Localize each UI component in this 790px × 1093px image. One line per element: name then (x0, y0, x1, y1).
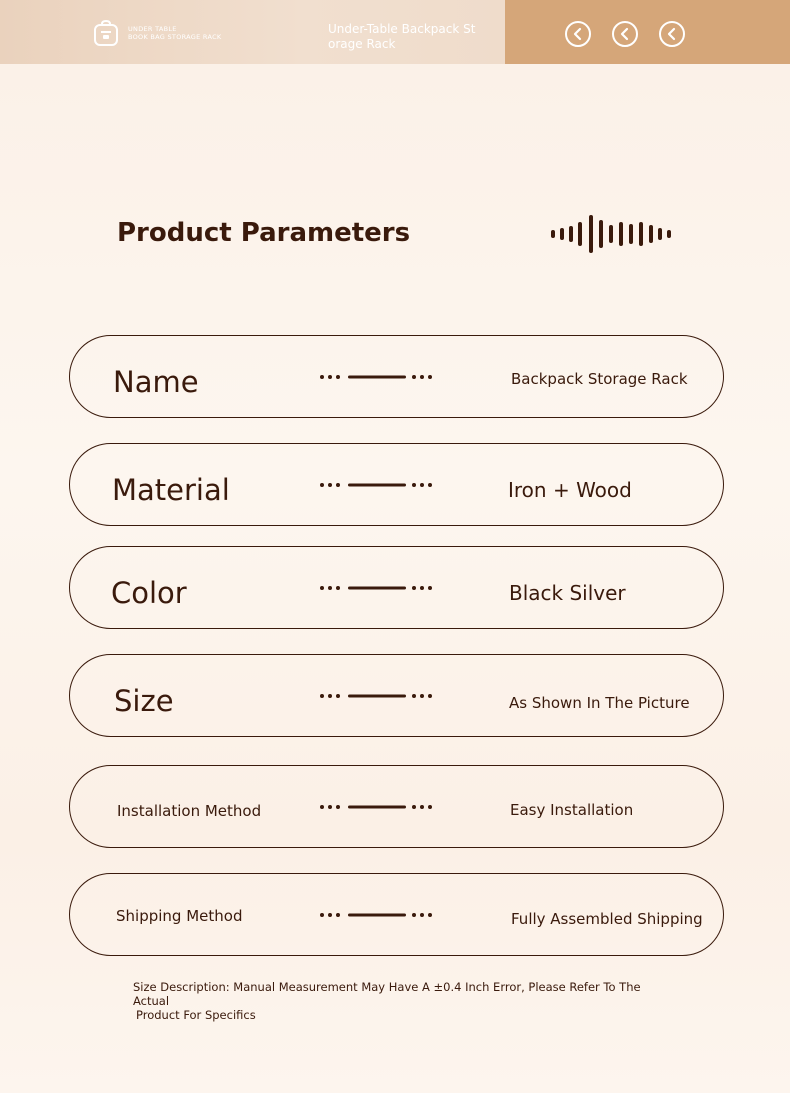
parameter-row-shipping-method (69, 873, 724, 956)
parameter-value: As Shown In The Picture (509, 694, 690, 712)
parameter-value: Fully Assembled Shipping (511, 910, 703, 928)
sound-wave-icon (548, 212, 674, 256)
dotted-divider (319, 802, 433, 812)
header-title: Under-Table Backpack Storage Rack (328, 22, 476, 51)
chevron-left-icon (567, 23, 589, 45)
dotted-divider (319, 691, 433, 701)
parameter-row-color (69, 546, 724, 629)
logo-text (128, 25, 222, 41)
chevron-left-icon (614, 23, 636, 45)
backpack-icon (92, 19, 120, 47)
parameter-label: Size (114, 684, 174, 718)
header-right-panel (505, 0, 790, 64)
nav-back-button-3[interactable] (659, 21, 685, 47)
parameter-row-material (69, 443, 724, 526)
nav-back-button-2[interactable] (612, 21, 638, 47)
dotted-divider (319, 372, 433, 382)
parameter-label: Material (112, 473, 230, 507)
chevron-left-icon (661, 23, 683, 45)
parameter-label: Color (111, 576, 187, 610)
footnote-line2: Product For Specifics (136, 1008, 256, 1022)
parameter-value: Easy Installation (510, 801, 634, 819)
parameter-row-name (69, 335, 724, 418)
logo-text-line2: BOOK BAG STORAGE RACK (128, 33, 222, 41)
parameter-value: Backpack Storage Rack (511, 370, 688, 388)
parameter-label: Name (113, 365, 199, 399)
parameter-label: Installation Method (117, 802, 262, 820)
dotted-divider (319, 583, 433, 593)
footnote-line1: Size Description: Manual Measurement May Have A ±0.4 Inch Error, Please Refer To The Actual (133, 980, 641, 1008)
nav-back-button-1[interactable] (565, 21, 591, 47)
parameter-row-size (69, 654, 724, 737)
brand-logo (92, 19, 222, 47)
dotted-divider (319, 480, 433, 490)
parameter-value: Black Silver (509, 581, 626, 605)
logo-text-line1: UNDER TABLE (128, 25, 177, 33)
size-description-note (133, 980, 673, 1022)
parameter-value: Iron + Wood (508, 478, 632, 502)
parameter-row-installation-method (69, 765, 724, 848)
header-left-panel (0, 0, 505, 64)
parameter-label: Shipping Method (116, 907, 243, 925)
dotted-divider (319, 910, 433, 920)
header-bar (0, 0, 790, 64)
section-title: Product Parameters (117, 218, 411, 248)
